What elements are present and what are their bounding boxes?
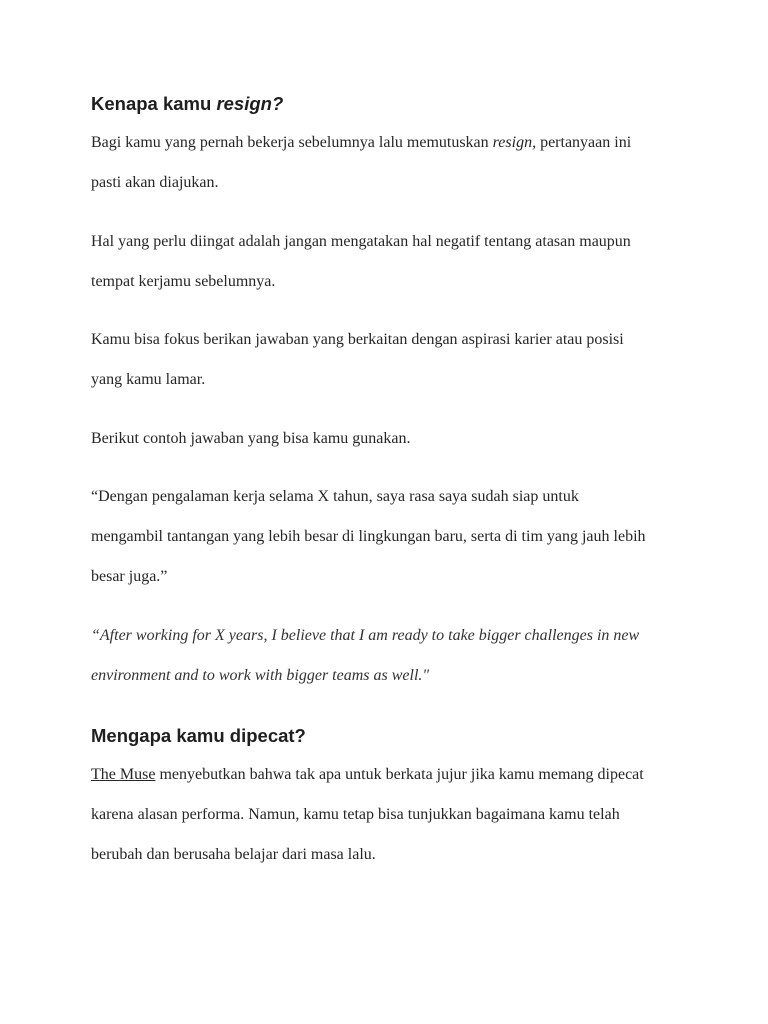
- paragraph-3-line-2: yang kamu lamar.: [91, 371, 206, 388]
- paragraph-2-line-1: Hal yang perlu diingat adalah jangan mengatakan hal negatif tentang atasan maupun: [91, 233, 631, 250]
- section-heading-resign: [91, 93, 283, 115]
- body-text: pertanyaan ini: [536, 134, 632, 151]
- paragraph-3-line-1: Kamu bisa fokus berikan jawaban yang berkaitan dengan aspirasi karier atau posisi: [91, 331, 624, 348]
- paragraph-1-line-1: [91, 134, 631, 152]
- paragraph-5-line-2: karena alasan performa. Namun, kamu tetap bisa tunjukkan bagaimana kamu telah: [91, 806, 620, 823]
- body-text: Bagi kamu yang pernah bekerja sebelumnya lalu memutuskan: [91, 134, 493, 151]
- the-muse-link[interactable]: The Muse: [91, 766, 156, 783]
- quote-en-line-2: environment and to work with bigger teams as well.": [91, 667, 430, 684]
- body-text: menyebutkan bahwa tak apa untuk berkata jujur jika kamu memang dipecat: [155, 766, 644, 783]
- paragraph-4-line-1: Berikut contoh jawaban yang bisa kamu gunakan.: [91, 430, 411, 447]
- emphasis-text: resign,: [492, 134, 537, 151]
- quote-en-line-1: “After working for X years, I believe that I am ready to take bigger challenges in new: [91, 627, 640, 644]
- quote-id-line-1: “Dengan pengalaman kerja selama X tahun, saya rasa saya sudah siap untuk: [91, 488, 579, 505]
- quote-id-line-3: besar juga.”: [91, 568, 168, 585]
- paragraph-2-line-2: tempat kerjamu sebelumnya.: [91, 273, 276, 290]
- heading-emphasis: resign?: [216, 93, 284, 114]
- heading-text: Kenapa kamu: [91, 93, 217, 114]
- paragraph-5-line-3: berubah dan berusaha belajar dari masa lalu.: [91, 846, 376, 863]
- paragraph-5-line-1: [91, 766, 644, 784]
- section-heading-dipecat: Mengapa kamu dipecat?: [91, 725, 306, 746]
- paragraph-1-line-2: pasti akan diajukan.: [91, 174, 219, 191]
- quote-id-line-2: mengambil tantangan yang lebih besar di lingkungan baru, serta di tim yang jauh lebih: [91, 528, 646, 545]
